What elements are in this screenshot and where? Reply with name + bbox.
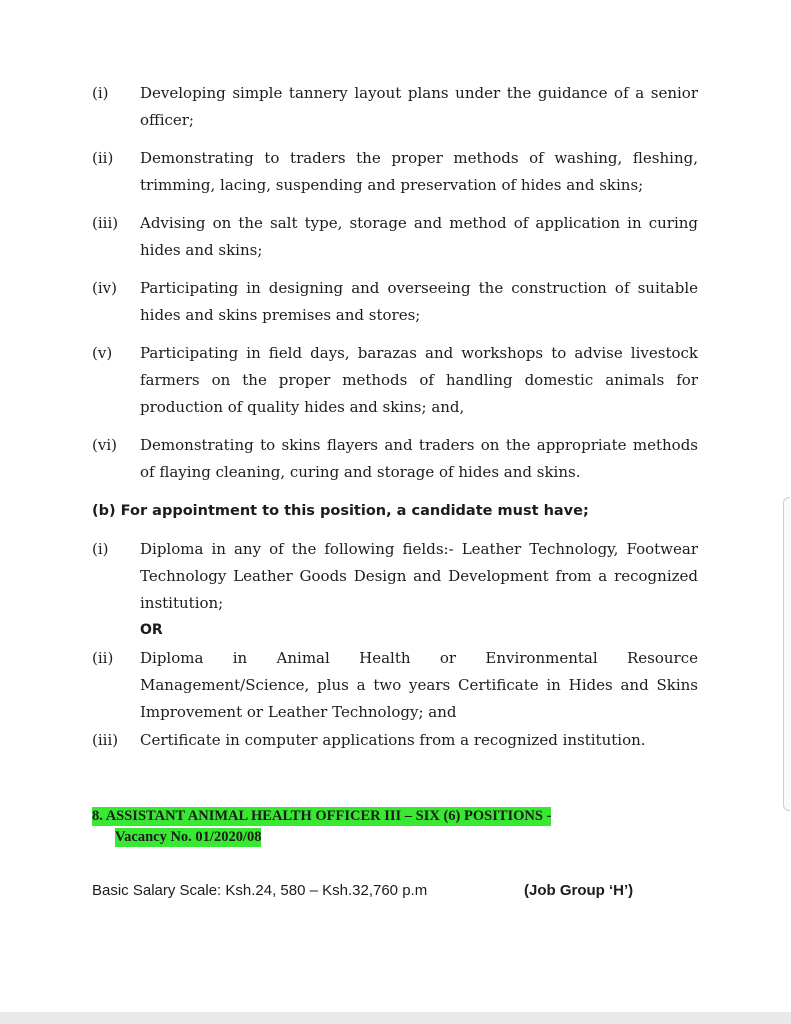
duty-number: (i): [92, 84, 109, 102]
duty-number: (iii): [92, 214, 119, 232]
duty-text: Advising on the salt type, storage and method of application in curing hides and skins;: [140, 214, 698, 259]
requirement-text: Certificate in computer applications from a recognized institution.: [140, 731, 646, 749]
section-heading-line1: [92, 804, 551, 827]
duty-text: Demonstrating to traders the proper methods of washing, fleshing, trimming, lacing, suspending and preservation of hides and skins;: [140, 149, 698, 194]
duty-number: (iv): [92, 279, 117, 297]
duty-text: Developing simple tannery layout plans under the guidance of a senior officer;: [140, 84, 698, 129]
salary-scale: Basic Salary Scale: Ksh.24, 580 – Ksh.32,760 p.m: [92, 882, 428, 899]
duty-number: (v): [92, 344, 113, 362]
duty-number: (vi): [92, 436, 117, 454]
duty-text: Participating in field days, barazas and workshops to advise livestock farmers on the proper methods of handling domestic animals for production of quality hides and skins; and,: [140, 344, 698, 416]
section-heading-line2: [115, 825, 261, 848]
bottom-edge-bar: [0, 1012, 791, 1024]
job-group: (Job Group ‘H’): [524, 882, 634, 899]
requirement-number: (iii): [92, 731, 119, 749]
duty-number: (ii): [92, 149, 114, 167]
requirement-number: (i): [92, 540, 109, 558]
or-label: OR: [140, 622, 163, 638]
requirement-number: (ii): [92, 649, 114, 667]
duty-text: Participating in designing and overseeing the construction of suitable hides and skins premises and stores;: [140, 279, 698, 324]
scrollbar-handle[interactable]: [783, 497, 790, 811]
requirements-heading: (b) For appointment to this position, a candidate must have;: [92, 503, 589, 519]
section-title-highlight: 8. ASSISTANT ANIMAL HEALTH OFFICER III – SIX (6) POSITIONS -: [92, 808, 552, 824]
duty-text: Demonstrating to skins flayers and traders on the appropriate methods of flaying cleaning, curing and storage of hides and skins.: [140, 436, 698, 481]
requirement-text: Diploma in any of the following fields:- Leather Technology, Footwear Technology Leather Goods Design and Development from a recognized institution;: [140, 540, 698, 612]
requirement-text: Diploma in Animal Health or Environmental Resource Management/Science, plus a two years Certificate in Hides and Skins Improvement or Leather Technology; and: [140, 649, 698, 721]
vacancy-number-highlight: Vacancy No. 01/2020/08: [115, 829, 262, 845]
